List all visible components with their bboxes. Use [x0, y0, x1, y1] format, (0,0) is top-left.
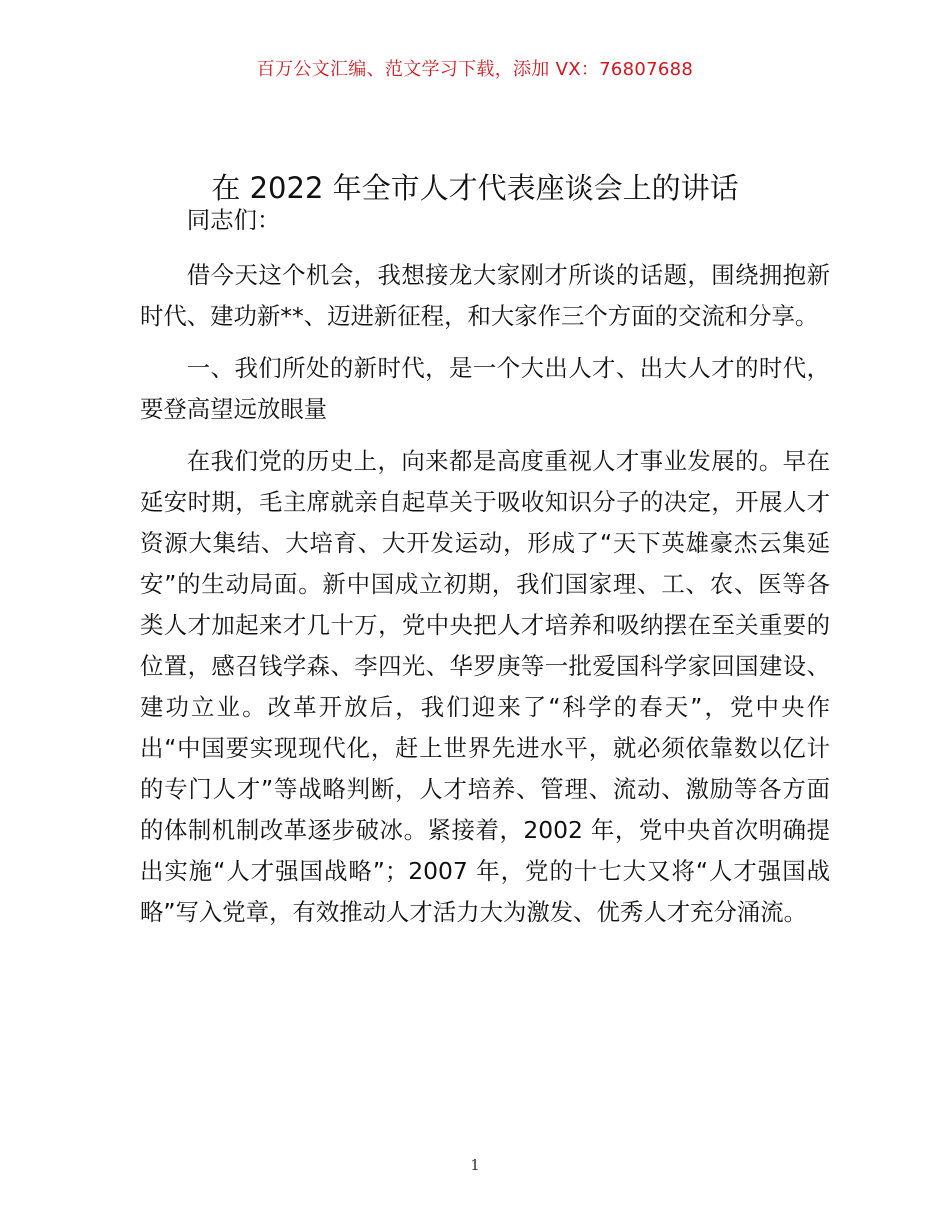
salutation: 同志们： — [186, 206, 281, 234]
section-heading-one: 一、我们所处的新时代，是一个大出人才、出大人才的时代，要登高望远放眼量 — [140, 354, 830, 423]
document-body — [140, 200, 830, 933]
paragraph-history: 在我们党的历史上，向来都是高度重视人才事业发展的。早在延安时期，毛主席就亲自起草关于吸收知识分子的决定，开展人才资源大集结、大培育、大开发运动，形成了“天下英雄豪杰云集延安”的生动局面。新中国成立初期，我们国家理、工、农、医等各类人才加起来才几十万，党中央把人才培养和吸纳摆在至关重要的位置，感召钱学森、李四光、华罗庚等一批爱国科学家回国建设、建功立业。改革开放后，我们迎来了“科学的春天”，党中央作出“中国要实现现代化，赶上世界先进水平，就必须依靠数以亿计的专门人才”等战略判断，人才培养、管理、流动、激励等各方面的体制机制改革逐步破冰。紧接着，2002 年，党中央首次明确提出实施“人才强国战略”；2007 年，党的十七大又将“人才强国战略”写入党章，有效推动人才活力大为激发、优秀人才充分涌流。 — [140, 447, 830, 926]
promo-banner: 百万公文汇编、范文学习下载，添加 VX：76807688 — [256, 59, 694, 80]
paragraph-intro: 借今天这个机会，我想接龙大家刚才所谈的话题，围绕拥抱新时代、建功新**、迈进新征程，和大家作三个方面的交流和分享。 — [140, 261, 830, 330]
document-title: 在 2022 年全市人才代表座谈会上的讲话 — [211, 171, 739, 205]
page-number: 1 — [470, 1156, 480, 1174]
